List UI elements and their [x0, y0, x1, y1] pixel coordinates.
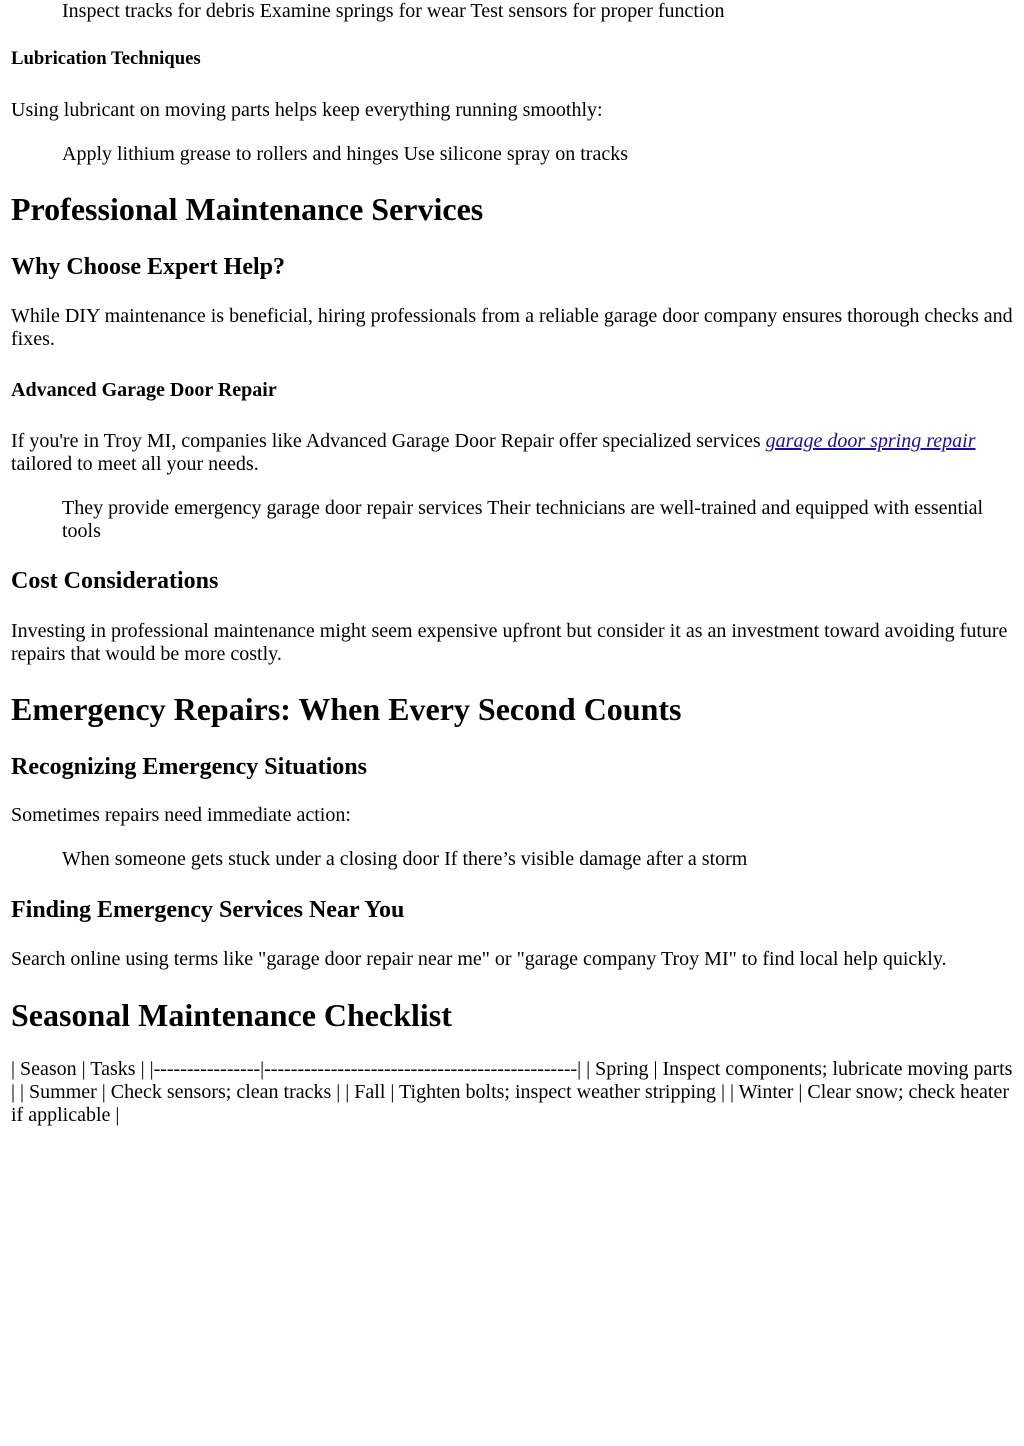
company-list: They provide emergency garage door repair services Their technicians are well-trained and equipped with essential tools — [62, 497, 984, 542]
company-text-after: tailored to meet all your needs. — [11, 453, 259, 475]
seasonal-table-text: | Season | Tasks | |----------------|-----------------------------------------------| | Spring | Inspect components; lubricate moving parts | | Summer | Check sensors; clean tracks | | Fall | Tighten bolts; inspect weather stripping | | Winter | Clear snow; check heater if applicable | — [11, 1058, 1013, 1126]
company-heading: Advanced Garage Door Repair — [11, 379, 277, 401]
lubrication-list: Apply lithium grease to rollers and hinges Use silicone spray on tracks — [62, 143, 628, 165]
cost-heading: Cost Considerations — [11, 568, 219, 594]
spring-repair-link[interactable]: garage door spring repair — [765, 430, 976, 452]
why-heading: Why Choose Expert Help? — [11, 254, 286, 280]
recognize-heading: Recognizing Emergency Situations — [11, 754, 367, 780]
recognize-text: Sometimes repairs need immediate action: — [11, 804, 351, 826]
company-text — [11, 430, 1013, 476]
why-text: While DIY maintenance is beneficial, hiring professionals from a reliable garage door company ensures thorough checks and fixes. — [11, 305, 1013, 350]
emergency-heading: Emergency Repairs: When Every Second Counts — [11, 691, 682, 727]
lubrication-intro: Using lubricant on moving parts helps keep everything running smoothly: — [11, 99, 603, 121]
professional-heading: Professional Maintenance Services — [11, 191, 484, 227]
finding-heading: Finding Emergency Services Near You — [11, 897, 405, 923]
recognize-list: When someone gets stuck under a closing door If there’s visible damage after a storm — [62, 848, 748, 870]
inspection-list: Inspect tracks for debris Examine springs for wear Test sensors for proper function — [62, 0, 725, 22]
lubrication-heading: Lubrication Techniques — [11, 48, 201, 69]
company-text-before: If you're in Troy MI, companies like Advanced Garage Door Repair offer specialized services — [11, 430, 766, 452]
finding-text: Search online using terms like "garage door repair near me" or "garage company Troy MI" to find local help quickly. — [11, 948, 947, 970]
seasonal-heading: Seasonal Maintenance Checklist — [11, 997, 452, 1033]
cost-text: Investing in professional maintenance might seem expensive upfront but consider it as an investment toward avoiding future repairs that would be more costly. — [11, 620, 1008, 665]
